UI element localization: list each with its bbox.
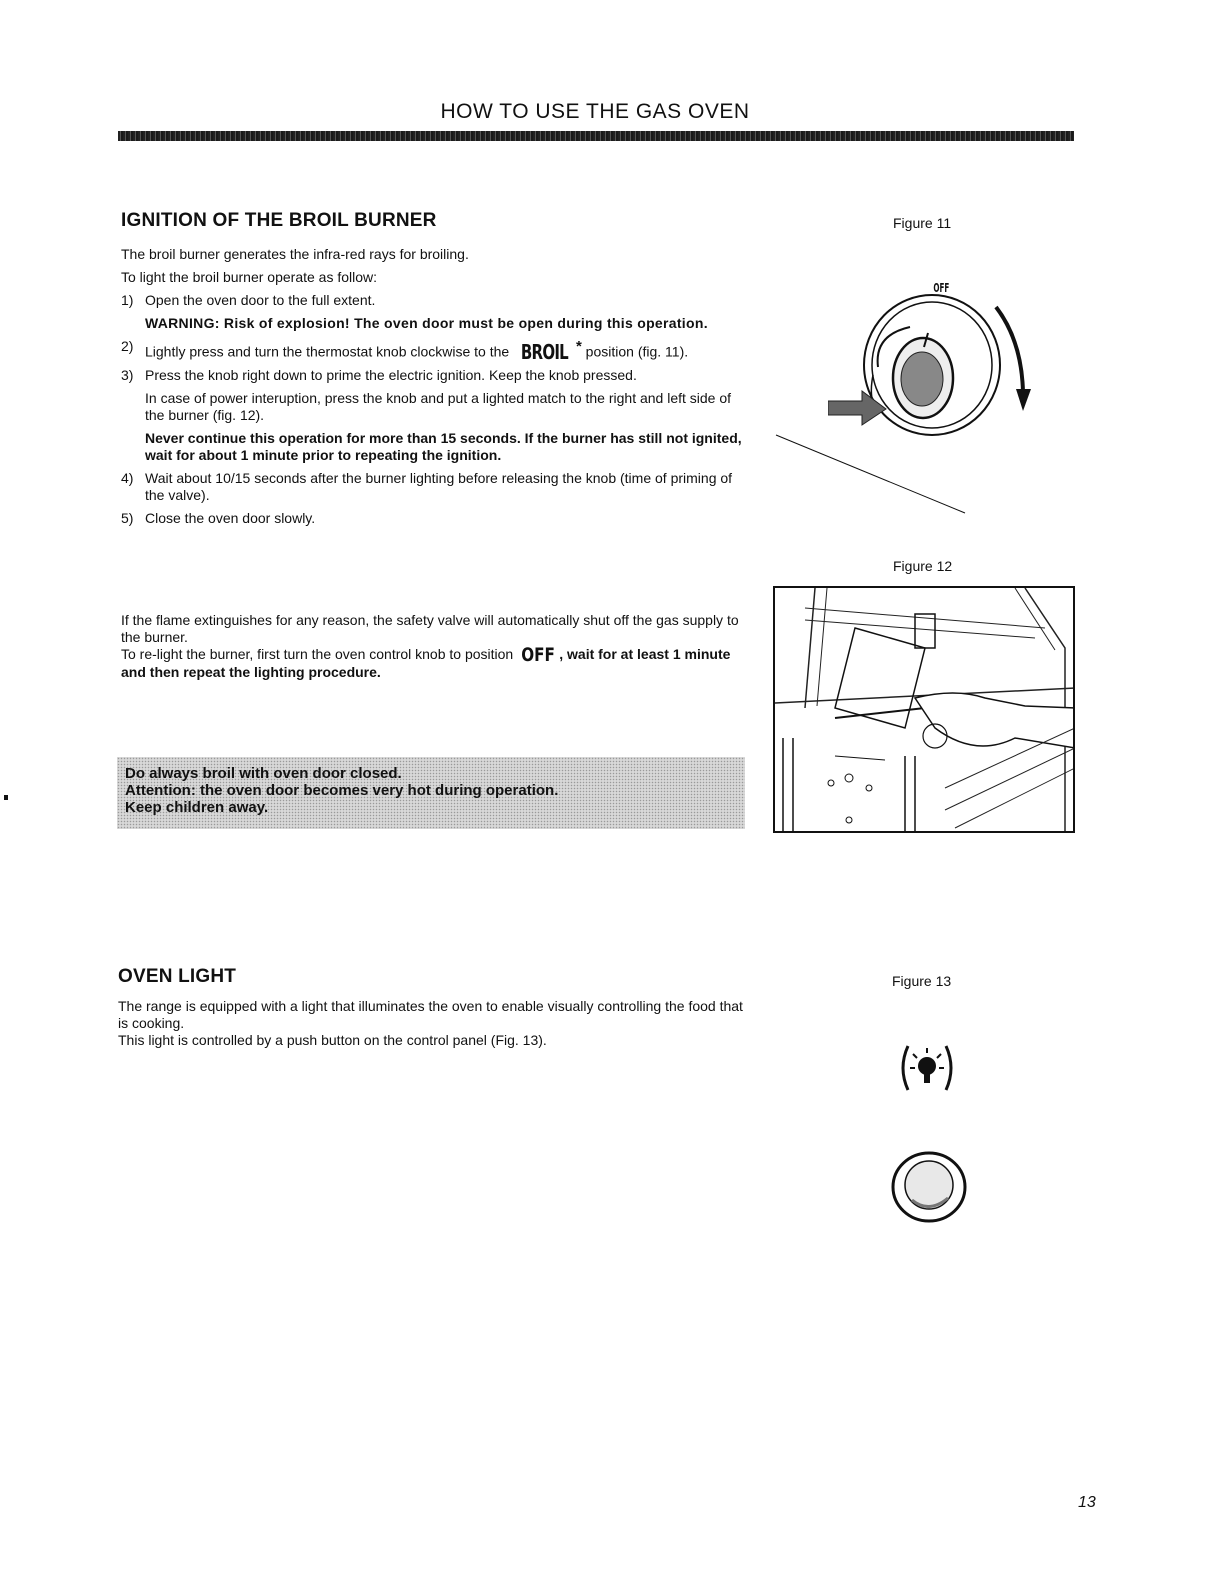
warning-line-2: Attention: the oven door becomes very hot during operation. (125, 782, 559, 799)
page-header-title: HOW TO USE THE GAS OVEN (440, 100, 750, 123)
step-text: Close the oven door slowly. (145, 509, 316, 526)
step-5 (121, 510, 745, 527)
step-1 (121, 292, 745, 309)
oven-light-text-2: This light is controlled by a push button on the control panel (Fig. 13). (118, 1032, 547, 1048)
broil-star: * (575, 338, 582, 355)
ignition-intro-2: To light the broil burner operate as follow: (121, 269, 378, 285)
warning-box (117, 757, 745, 829)
step-number: 3) (121, 366, 134, 383)
header-rule (118, 131, 1074, 141)
relight-pre: To re-light the burner, first turn the oven control knob to position (121, 646, 514, 662)
step-2 (121, 338, 745, 364)
step-3 (121, 367, 745, 384)
step-2-post: position (fig. 11). (585, 343, 689, 360)
section-title-ignition: IGNITION OF THE BROIL BURNER (121, 210, 437, 231)
relight-note (121, 646, 745, 681)
safety-valve-paragraph (121, 612, 745, 681)
figure-11-label: Figure 11 (893, 215, 952, 231)
oven-light-text-1: The range is equipped with a light that illuminates the oven to enable visually controlling the food that is cooking. (118, 998, 743, 1031)
flame-note: If the flame extinguishes for any reason, the safety valve will automatically shut off the gas supply to the burner. (121, 612, 739, 645)
figure-11 (770, 275, 1050, 520)
figure-13-label: Figure 13 (892, 973, 952, 989)
step-number: 2) (121, 338, 134, 354)
ignition-intro-1: The broil burner generates the infra-red rays for broiling. (121, 246, 469, 262)
warning-line-3: Keep children away. (125, 799, 269, 816)
step-text (145, 338, 745, 364)
knob-off-label: OFF (933, 281, 950, 295)
figure-12 (773, 586, 1075, 833)
step-2-pre: Lightly press and turn the thermostat knob clockwise to the (145, 343, 510, 360)
step-number: 1) (121, 292, 134, 308)
figure-12-label: Figure 12 (893, 558, 953, 574)
step-number: 4) (121, 469, 134, 486)
step-text: Press the knob right down to prime the electric ignition. Keep the knob pressed. (145, 366, 637, 383)
relight-post: , wait for at least 1 minute and then repeat the lighting procedure. (121, 646, 731, 680)
broil-symbol: BROIL (520, 339, 569, 364)
press-arrow-icon (828, 387, 888, 427)
rotation-arrow-icon (990, 303, 1040, 415)
never-continue-note: Never continue this operation for more than 15 seconds. If the burner has still not ignited, wait for about 1 minute prior to repeating the ignition. (145, 429, 742, 463)
step-text: Wait about 10/15 seconds after the burner lighting before releasing the knob (time of priming of the valve). (145, 469, 733, 503)
section-title-oven-light: OVEN LIGHT (118, 966, 237, 987)
oven-light-icon (896, 1040, 958, 1096)
push-button-icon (890, 1150, 968, 1224)
off-symbol: OFF (521, 644, 556, 666)
step-text: Open the oven door to the full extent. (145, 292, 376, 308)
oven-light-body (118, 998, 748, 1049)
margin-mark (4, 795, 8, 800)
explosion-warning: WARNING: Risk of explosion! The oven door must be open during this operation. (145, 315, 708, 331)
ignition-body (121, 246, 745, 533)
page-number: 13 (1078, 1494, 1096, 1511)
power-interruption-note: In case of power interuption, press the knob and put a lighted match to the right and left side of the burner (fig. 12). (145, 389, 732, 423)
warning-line-1: Do always broil with oven door closed. (125, 765, 402, 782)
step-number: 5) (121, 509, 134, 526)
oven-interior-illustration (775, 588, 1075, 833)
step-4 (121, 470, 745, 504)
